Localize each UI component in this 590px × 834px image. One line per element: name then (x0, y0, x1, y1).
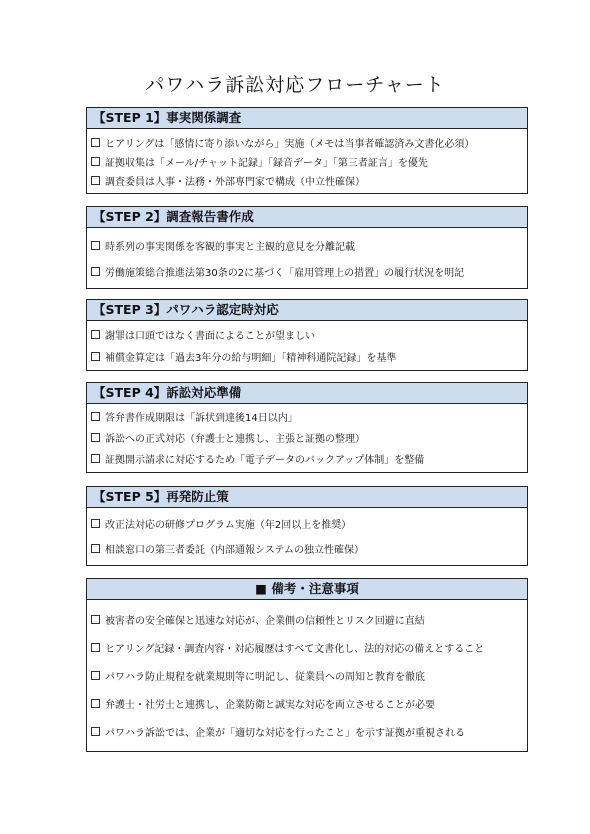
checkbox-icon (91, 412, 100, 421)
list-item (87, 605, 527, 633)
step1-items (87, 129, 527, 193)
list-item (87, 171, 527, 190)
list-item (87, 511, 527, 536)
notes-section (86, 578, 528, 752)
step3-heading: 【STEP 3】パワハラ認定時対応 (87, 300, 527, 321)
list-item-text: 調査委員は人事・法務・外部専門家で構成（中立性確保） (105, 177, 365, 188)
step1-heading: 【STEP 1】事実関係調査 (87, 108, 527, 129)
checkbox-icon (91, 519, 100, 528)
page-title: パワハラ訴訟対応フローチャート (145, 74, 445, 96)
list-item-text: 謝罪は口頭ではなく書面によることが望ましい (105, 330, 315, 342)
list-item (87, 661, 527, 689)
notes-items (87, 600, 527, 751)
checkbox-icon (91, 330, 100, 339)
list-item (87, 345, 527, 367)
list-item-text: ヒアリング記録・調査内容・対応履歴はすべて文書化し、法的対応の備えとすること (105, 643, 485, 655)
list-item-text: 改正法対応の研修プログラム実施（年2回以上を推奨） (105, 520, 352, 531)
checkbox-icon (91, 544, 100, 553)
list-item (87, 133, 527, 152)
checkbox-icon (91, 241, 100, 250)
step5-heading: 【STEP 5】再発防止策 (87, 487, 527, 508)
checkbox-icon (91, 267, 100, 276)
step1-section (86, 107, 528, 194)
list-item (87, 258, 527, 284)
list-item-text: 弁護士・社労士と連携し、企業防衛と誠実な対応を両立させることが必要 (105, 699, 435, 711)
list-item (87, 152, 527, 171)
checkbox-icon (91, 352, 100, 361)
list-item (87, 323, 527, 345)
list-item (87, 448, 527, 469)
step4-section (86, 382, 528, 473)
list-item-text: 訴訟への正式対応（弁護士と連携し、主張と証拠の整理） (105, 434, 365, 445)
checkbox-icon (91, 671, 100, 680)
step5-section (86, 486, 528, 566)
checkbox-icon (91, 727, 100, 736)
checkbox-icon (91, 615, 100, 624)
list-item-text: 被害者の安全確保と迅速な対応が、企業側の信頼性とリスク回避に直結 (105, 615, 425, 627)
checkbox-icon (91, 643, 100, 652)
step2-heading: 【STEP 2】調査報告書作成 (87, 207, 527, 228)
checkbox-icon (91, 454, 100, 463)
checkbox-icon (91, 176, 100, 185)
list-item (87, 633, 527, 661)
list-item-text: ヒアリングは「感情に寄り添いながら」実施（メモは当事者確認済み文書化必須） (105, 139, 475, 150)
step3-section (86, 299, 528, 371)
list-item-text: パワハラ防止規程を就業規則等に明記し、従業員への周知と教育を徹底 (105, 671, 425, 683)
list-item (87, 689, 527, 717)
checkbox-icon (91, 433, 100, 442)
list-item-text: 労働施策総合推進法第30条の2に基づく「雇用管理上の措置」の履行状況を明記 (105, 267, 465, 279)
checkbox-icon (91, 157, 100, 166)
notes-heading: ■ 備考・注意事項 (87, 579, 527, 600)
list-item (87, 232, 527, 258)
list-item (87, 427, 527, 448)
step4-items (87, 404, 527, 472)
list-item-text: 証拠開示請求に対応するため「電子データのバックアップ体制」を整備 (105, 455, 425, 466)
list-item-text: パワハラ訴訟では、企業が「適切な対応を行ったこと」を示す証拠が重視される (105, 727, 465, 739)
list-item (87, 717, 527, 745)
checkbox-icon (91, 699, 100, 708)
list-item-text: 相談窓口の第三者委託（内部通報システムの独立性確保） (105, 545, 364, 556)
step5-items (87, 508, 527, 565)
list-item (87, 406, 527, 427)
checkbox-icon (91, 138, 100, 147)
step2-items (87, 228, 527, 288)
list-item-text: 証拠収集は「メール/チャット記録」「録音データ」「第三者証言」を優先 (105, 158, 428, 169)
list-item (87, 536, 527, 561)
step4-heading: 【STEP 4】訴訟対応準備 (87, 383, 527, 404)
step3-items (87, 321, 527, 370)
list-item-text: 補償金算定は「過去3年分の給与明細」「精神科通院記録」を基準 (105, 352, 397, 364)
list-item-text: 答弁書作成期限は「訴状到達後14日以内」 (105, 413, 298, 424)
list-item-text: 時系列の事実関係を客観的事実と主観的意見を分離記載 (105, 241, 355, 253)
step2-section (86, 206, 528, 289)
